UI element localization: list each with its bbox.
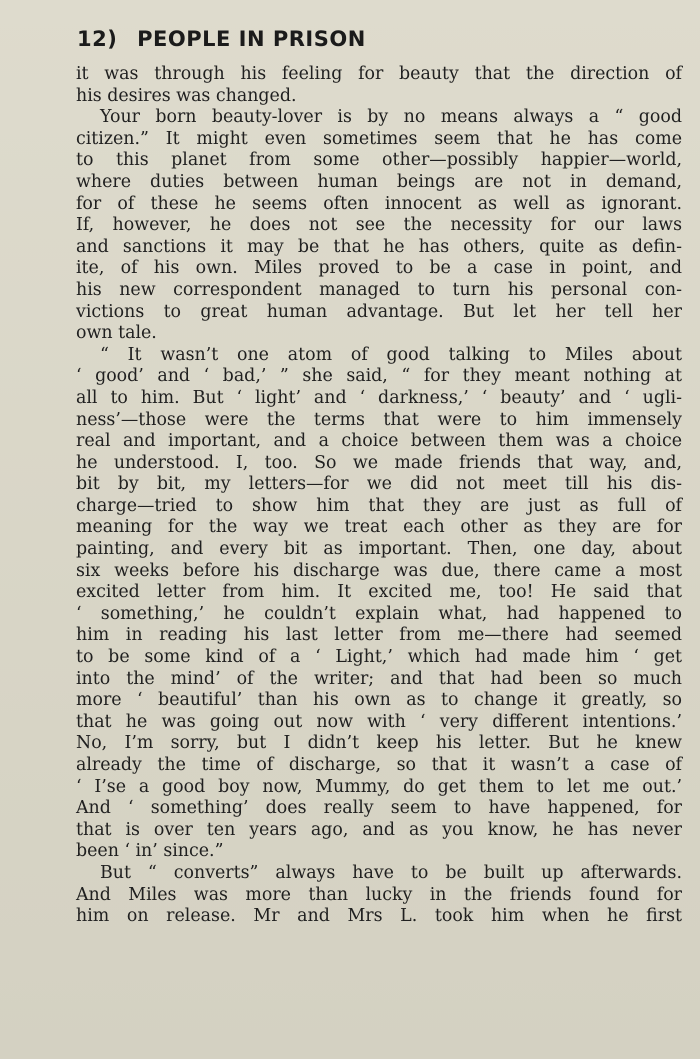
text-line: ‘ something,’ he couldn’t explain what, had happened to (76, 603, 682, 624)
text-line: his new correspondent managed to turn his personal con- (76, 279, 682, 300)
text-line: he understood. I, too. So we made friends that way, and, (76, 452, 682, 473)
text-line: all to him. But ‘ light’ and ‘ darkness,’ ‘ beauty’ and ‘ ugli- (76, 387, 682, 408)
body-text (76, 64, 682, 928)
text-line: ‘ good’ and ‘ bad,’ ” she said, “ for they meant nothing at (76, 366, 682, 387)
text-line: it was through his feeling for beauty that the direction of (76, 64, 682, 84)
running-header (77, 27, 366, 51)
text-line: meaning for the way we treat each other as they are for (76, 517, 682, 538)
text-line: “ It wasn’t one atom of good talking to Miles about (100, 344, 682, 365)
text-line: If, however, he does not see the necessity for our laws (76, 215, 682, 236)
text-line: painting, and every bit as important. Then, one day, about (76, 539, 682, 560)
text-line: been ‘ in’ since.” (76, 841, 224, 862)
text-line: already the time of discharge, so that it wasn’t a case of (76, 755, 682, 775)
text-line: ite, of his own. Miles proved to be a case in point, and (76, 258, 682, 279)
text-line: to this planet from some other—possibly happier—world, (76, 150, 682, 171)
text-line: to be some kind of a ‘ Light,’ which had made him ‘ get (76, 647, 682, 668)
text-line: Your born beauty-lover is by no means always a “ good (100, 107, 682, 128)
page-number: 12) (77, 27, 118, 51)
text-line: for of these he seems often innocent as well as ignorant. (76, 193, 682, 214)
text-line: real and important, and a choice between them was a choice (76, 431, 682, 452)
text-line: No, I’m sorry, but I didn’t keep his letter. But he knew (76, 733, 682, 754)
text-line: that he was going out now with ‘ very different intentions.’ (76, 711, 682, 732)
text-line: victions to great human advantage. But let her tell her (76, 301, 682, 322)
text-line: his desires was changed. (76, 85, 297, 106)
text-line: ness’—those were the terms that were to him immensely (76, 409, 682, 430)
text-line: charge—tried to show him that they are just as full of (76, 495, 682, 516)
text-line: citizen.” It might even sometimes seem that he has come (76, 128, 682, 149)
text-line: him in reading his last letter from me—there had seemed (76, 625, 682, 646)
text-line: But “ converts” always have to be built up afterwards. (100, 862, 682, 883)
text-line: ‘ I’se a good boy now, Mummy, do get them to let me out.’ (76, 776, 682, 797)
text-line: where duties between human beings are not in demand, (76, 171, 682, 192)
text-line: bit by bit, my letters—for we did not meet till his dis- (76, 474, 682, 495)
text-line: excited letter from him. It excited me, too! He said that (76, 582, 682, 603)
text-line: him on release. Mr and Mrs L. took him when he first (76, 906, 682, 927)
text-line: into the mind’ of the writer; and that had been so much (76, 668, 682, 689)
text-line: And Miles was more than lucky in the friends found for (76, 884, 682, 905)
text-line: six weeks before his discharge was due, there came a most (76, 560, 682, 581)
text-line: own tale. (76, 323, 157, 344)
running-title: PEOPLE IN PRISON (137, 27, 366, 51)
text-line: more ‘ beautiful’ than his own as to change it greatly, so (76, 690, 682, 711)
text-line: that is over ten years ago, and as you know, he has never (76, 819, 682, 840)
text-line: and sanctions it may be that he has others, quite as defin- (76, 236, 682, 257)
text-line: And ‘ something’ does really seem to have happened, for (76, 798, 682, 819)
